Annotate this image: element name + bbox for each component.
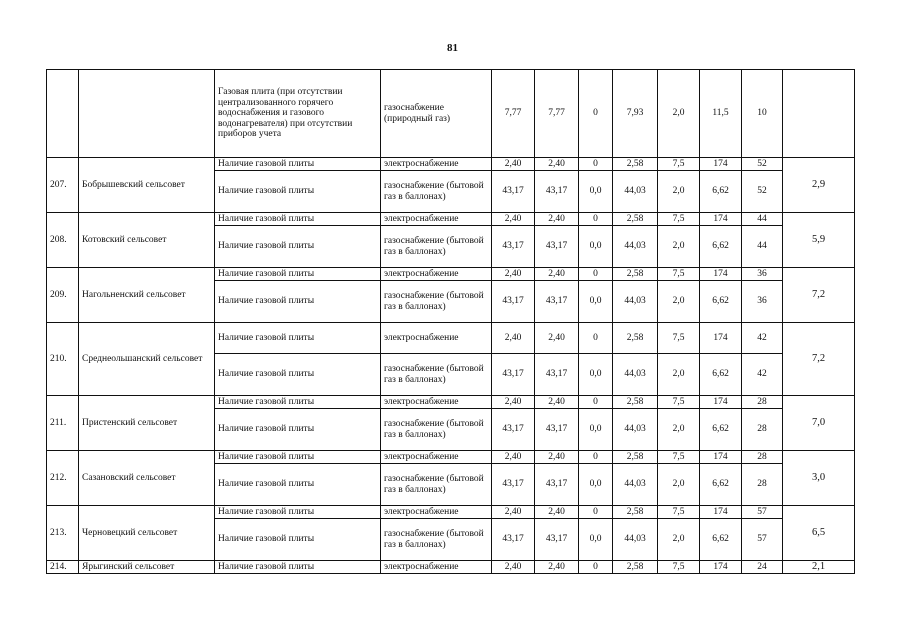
- cell-value-1: 43,17: [492, 226, 535, 268]
- page-number: 81: [447, 42, 458, 54]
- row-number: 208.: [47, 213, 79, 268]
- council-name: Черновецкий сельсовет: [79, 506, 215, 561]
- cell-description: Наличие газовой плиты: [215, 213, 381, 226]
- cell-value-4: 2,58: [613, 213, 658, 226]
- cell-value-1: 2,40: [492, 213, 535, 226]
- cell-service: газоснабжение (бытовой газ в баллонах): [381, 281, 492, 323]
- cell-description: Наличие газовой плиты: [215, 354, 381, 396]
- cell-value-2: 43,17: [535, 409, 579, 451]
- cell-value-2: 43,17: [535, 464, 579, 506]
- cell-value-4: 2,58: [613, 268, 658, 281]
- cell-value-1: 2,40: [492, 506, 535, 519]
- cell-value-3: 0: [579, 396, 613, 409]
- cell-value-7: 10: [742, 70, 783, 158]
- cell-description: Наличие газовой плиты: [215, 451, 381, 464]
- cell-value-5: 7,5: [658, 451, 700, 464]
- cell-description: Наличие газовой плиты: [215, 561, 381, 574]
- cell-value-7: 36: [742, 268, 783, 281]
- cell-empty: [79, 70, 215, 158]
- row-number: 209.: [47, 268, 79, 323]
- cell-value-1: 43,17: [492, 409, 535, 451]
- cell-service: газоснабжение (бытовой газ в баллонах): [381, 464, 492, 506]
- cell-value-2: 2,40: [535, 323, 579, 354]
- cell-value-7: 24: [742, 561, 783, 574]
- cell-service: электроснабжение: [381, 506, 492, 519]
- cell-description: Наличие газовой плиты: [215, 519, 381, 561]
- cell-value-4: 7,93: [613, 70, 658, 158]
- table-row: [47, 213, 855, 226]
- cell-value-3: 0,0: [579, 354, 613, 396]
- cell-value-2: 43,17: [535, 226, 579, 268]
- cell-value-7: 28: [742, 464, 783, 506]
- cell-value-2: 2,40: [535, 268, 579, 281]
- council-name: Котовский сельсовет: [79, 213, 215, 268]
- cell-description: Наличие газовой плиты: [215, 464, 381, 506]
- cell-value-4: 44,03: [613, 354, 658, 396]
- cell-total: 2,9: [783, 158, 855, 213]
- cell-service: электроснабжение: [381, 323, 492, 354]
- cell-value-1: 2,40: [492, 396, 535, 409]
- cell-value-5: 7,5: [658, 561, 700, 574]
- cell-value-6: 174: [700, 451, 742, 464]
- cell-value-5: 2,0: [658, 519, 700, 561]
- council-name: Пристенский сельсовет: [79, 396, 215, 451]
- cell-value-2: 2,40: [535, 451, 579, 464]
- cell-value-6: 174: [700, 506, 742, 519]
- cell-value-1: 43,17: [492, 519, 535, 561]
- cell-total: 7,2: [783, 323, 855, 396]
- table-row: [47, 451, 855, 464]
- cell-value-6: 174: [700, 396, 742, 409]
- cell-value-5: 7,5: [658, 158, 700, 171]
- cell-value-3: 0,0: [579, 226, 613, 268]
- cell-value-4: 44,03: [613, 171, 658, 213]
- cell-value-7: 57: [742, 519, 783, 561]
- cell-value-7: 57: [742, 506, 783, 519]
- cell-value-2: 2,40: [535, 506, 579, 519]
- cell-value-2: 43,17: [535, 354, 579, 396]
- cell-value-7: 42: [742, 323, 783, 354]
- cell-total: 7,0: [783, 396, 855, 451]
- cell-value-5: 7,5: [658, 323, 700, 354]
- cell-value-1: 43,17: [492, 464, 535, 506]
- cell-service: газоснабжение (бытовой газ в баллонах): [381, 354, 492, 396]
- cell-value-2: 7,77: [535, 70, 579, 158]
- cell-value-2: 43,17: [535, 519, 579, 561]
- cell-value-2: 43,17: [535, 171, 579, 213]
- cell-value-7: 44: [742, 226, 783, 268]
- council-name: Сазановский сельсовет: [79, 451, 215, 506]
- cell-value-6: 6,62: [700, 409, 742, 451]
- table-row: [47, 268, 855, 281]
- cell-value-4: 2,58: [613, 323, 658, 354]
- cell-value-4: 2,58: [613, 396, 658, 409]
- cell-total: 3,0: [783, 451, 855, 506]
- row-number: 210.: [47, 323, 79, 396]
- cell-service: электроснабжение: [381, 561, 492, 574]
- cell-service: газоснабжение (бытовой газ в баллонах): [381, 519, 492, 561]
- cell-value-2: 43,17: [535, 281, 579, 323]
- cell-value-2: 2,40: [535, 396, 579, 409]
- cell-value-3: 0: [579, 561, 613, 574]
- cell-value-4: 2,58: [613, 561, 658, 574]
- cell-description: Наличие газовой плиты: [215, 323, 381, 354]
- cell-service: газоснабжение (бытовой газ в баллонах): [381, 409, 492, 451]
- cell-service: газоснабжение (природный газ): [381, 70, 492, 158]
- cell-value-6: 174: [700, 158, 742, 171]
- cell-description: Наличие газовой плиты: [215, 506, 381, 519]
- cell-value-1: 43,17: [492, 281, 535, 323]
- cell-value-6: 6,62: [700, 464, 742, 506]
- cell-service: газоснабжение (бытовой газ в баллонах): [381, 171, 492, 213]
- cell-value-5: 2,0: [658, 226, 700, 268]
- council-name: Бобрышевский сельсовет: [79, 158, 215, 213]
- cell-value-7: 42: [742, 354, 783, 396]
- cell-empty: [47, 70, 79, 158]
- cell-description: Наличие газовой плиты: [215, 409, 381, 451]
- cell-value-7: 36: [742, 281, 783, 323]
- cell-total: 5,9: [783, 213, 855, 268]
- cell-service: газоснабжение (бытовой газ в баллонах): [381, 226, 492, 268]
- cell-value-3: 0,0: [579, 464, 613, 506]
- cell-value-4: 2,58: [613, 451, 658, 464]
- cell-value-5: 2,0: [658, 464, 700, 506]
- row-number: 207.: [47, 158, 79, 213]
- cell-value-4: 44,03: [613, 226, 658, 268]
- cell-description: Наличие газовой плиты: [215, 268, 381, 281]
- cell-value-6: 6,62: [700, 226, 742, 268]
- cell-value-6: 174: [700, 323, 742, 354]
- cell-value-5: 2,0: [658, 281, 700, 323]
- cell-service: электроснабжение: [381, 158, 492, 171]
- cell-value-5: 7,5: [658, 506, 700, 519]
- cell-value-5: 2,0: [658, 409, 700, 451]
- cell-value-5: 7,5: [658, 213, 700, 226]
- cell-value-1: 43,17: [492, 171, 535, 213]
- cell-value-4: 44,03: [613, 281, 658, 323]
- table-row: [47, 506, 855, 519]
- council-name: Среднеольшанский сельсовет: [79, 323, 215, 396]
- cell-value-5: 2,0: [658, 354, 700, 396]
- cell-value-2: 2,40: [535, 213, 579, 226]
- cell-value-5: 7,5: [658, 396, 700, 409]
- council-name: Ярыгинский сельсовет: [79, 561, 215, 574]
- cell-description: Наличие газовой плиты: [215, 158, 381, 171]
- cell-value-6: 174: [700, 213, 742, 226]
- cell-value-3: 0: [579, 451, 613, 464]
- cell-value-6: 6,62: [700, 171, 742, 213]
- cell-value-5: 2,0: [658, 70, 700, 158]
- cell-service: электроснабжение: [381, 213, 492, 226]
- cell-value-6: 6,62: [700, 519, 742, 561]
- table-row: [47, 561, 855, 574]
- cell-value-3: 0: [579, 323, 613, 354]
- cell-value-4: 44,03: [613, 409, 658, 451]
- row-number: 213.: [47, 506, 79, 561]
- row-number: 214.: [47, 561, 79, 574]
- cell-service: электроснабжение: [381, 451, 492, 464]
- cell-service: электроснабжение: [381, 396, 492, 409]
- tariff-table: [46, 69, 855, 574]
- cell-value-5: 7,5: [658, 268, 700, 281]
- cell-description: Наличие газовой плиты: [215, 396, 381, 409]
- cell-value-3: 0: [579, 506, 613, 519]
- cell-value-6: 174: [700, 268, 742, 281]
- cell-value-3: 0: [579, 70, 613, 158]
- cell-value-6: 6,62: [700, 281, 742, 323]
- cell-total: 6,5: [783, 506, 855, 561]
- cell-value-6: 11,5: [700, 70, 742, 158]
- cell-value-2: 2,40: [535, 561, 579, 574]
- cell-value-3: 0,0: [579, 281, 613, 323]
- cell-value-3: 0,0: [579, 409, 613, 451]
- cell-description: Газовая плита (при отсутствии централизованного горячего водоснабжения и газового водонагревателя) при отсутствии приборов учета: [215, 70, 381, 158]
- row-number: 211.: [47, 396, 79, 451]
- cell-value-2: 2,40: [535, 158, 579, 171]
- table-row: [47, 158, 855, 171]
- council-name: Нагольненский сельсовет: [79, 268, 215, 323]
- cell-description: Наличие газовой плиты: [215, 171, 381, 213]
- cell-description: Наличие газовой плиты: [215, 226, 381, 268]
- cell-value-6: 6,62: [700, 354, 742, 396]
- cell-value-3: 0: [579, 268, 613, 281]
- cell-value-4: 2,58: [613, 506, 658, 519]
- cell-value-5: 2,0: [658, 171, 700, 213]
- cell-value-7: 44: [742, 213, 783, 226]
- cell-value-1: 2,40: [492, 268, 535, 281]
- cell-value-3: 0: [579, 158, 613, 171]
- cell-value-3: 0: [579, 213, 613, 226]
- table-row-intro: [47, 70, 855, 158]
- cell-service: электроснабжение: [381, 268, 492, 281]
- cell-value-6: 174: [700, 561, 742, 574]
- cell-value-3: 0,0: [579, 519, 613, 561]
- table-row: [47, 323, 855, 354]
- cell-value-3: 0,0: [579, 171, 613, 213]
- cell-value-1: 2,40: [492, 451, 535, 464]
- cell-value-4: 44,03: [613, 464, 658, 506]
- cell-value-7: 28: [742, 451, 783, 464]
- cell-value-1: 2,40: [492, 158, 535, 171]
- cell-value-7: 28: [742, 409, 783, 451]
- table-row: [47, 396, 855, 409]
- cell-value-1: 2,40: [492, 561, 535, 574]
- cell-description: Наличие газовой плиты: [215, 281, 381, 323]
- cell-empty: [783, 70, 855, 158]
- cell-value-1: 7,77: [492, 70, 535, 158]
- cell-value-1: 2,40: [492, 323, 535, 354]
- cell-value-1: 43,17: [492, 354, 535, 396]
- row-number: 212.: [47, 451, 79, 506]
- cell-total: 2,1: [783, 561, 855, 574]
- cell-value-4: 2,58: [613, 158, 658, 171]
- table-body: [47, 70, 855, 574]
- cell-total: 7,2: [783, 268, 855, 323]
- cell-value-7: 28: [742, 396, 783, 409]
- cell-value-4: 44,03: [613, 519, 658, 561]
- cell-value-7: 52: [742, 171, 783, 213]
- cell-value-7: 52: [742, 158, 783, 171]
